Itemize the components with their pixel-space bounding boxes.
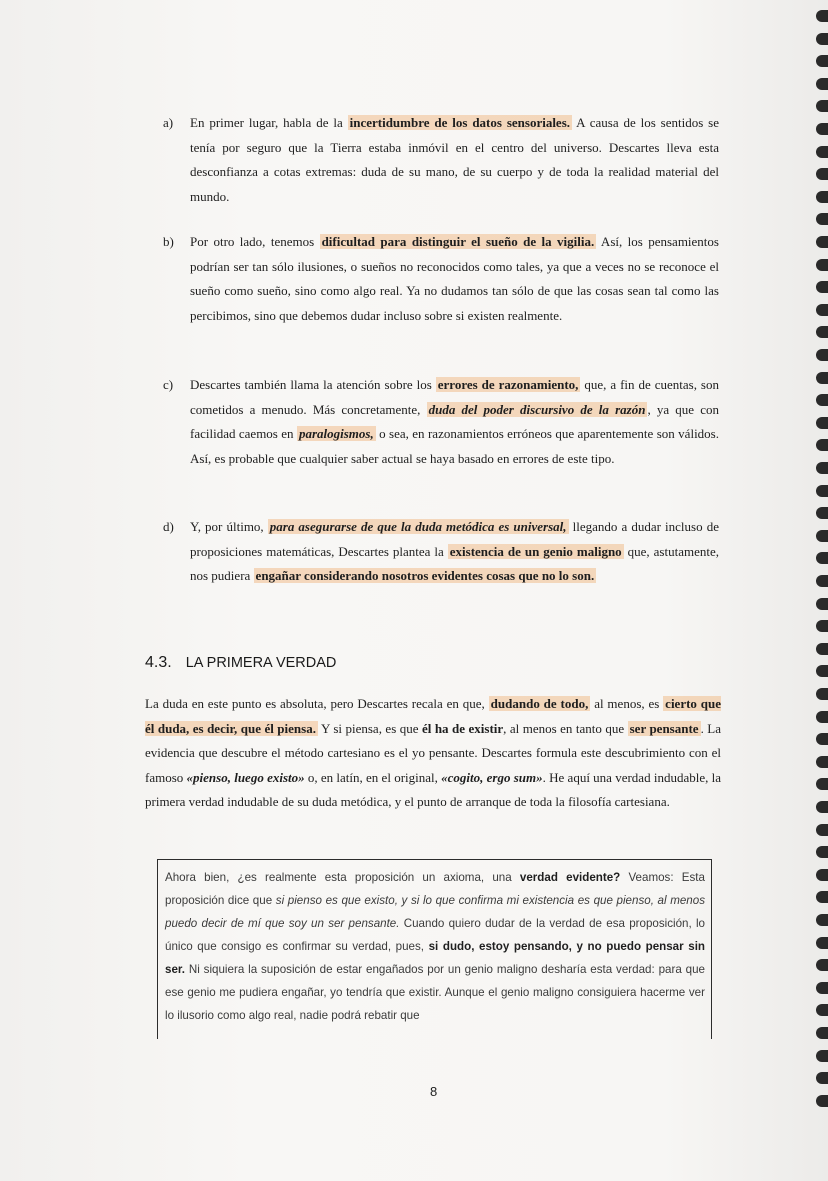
highlight: existencia de un genio maligno	[449, 543, 622, 559]
binding-ring	[816, 778, 828, 790]
item-label: c)	[163, 377, 174, 392]
bold-text: verdad evidente?	[519, 871, 621, 884]
quote-text: «cogito, ergo sum»	[441, 769, 543, 785]
binding-ring	[816, 304, 828, 316]
spiral-binding	[812, 6, 828, 1126]
binding-ring	[816, 10, 828, 22]
item-text: Descartes también llama la atención sobre los errores de razonamiento, que, a fin de cuentas, son cometidos a menudo. Más concretamente, duda del poder discursivo de la razón , ya que con facilidad caemos en paralogismos, o sea, en razonamientos erróneos que aparentemente son válidos. Así, es probable que cualquier saber actual se haya basado en errores de este tipo.	[190, 377, 719, 466]
binding-ring	[816, 1050, 828, 1062]
bold-text: él ha de existir	[421, 720, 504, 736]
highlight: para asegurarse de que la duda metódica es universal,	[269, 519, 567, 534]
highlight: errores de razonamiento,	[437, 377, 579, 392]
binding-ring	[816, 575, 828, 587]
binding-ring	[816, 326, 828, 338]
highlight: dificultad para distinguir el sueño de la vigilia.	[321, 234, 595, 249]
section-number: 4.3.	[145, 654, 172, 671]
binding-ring	[816, 801, 828, 813]
binding-ring	[816, 1004, 828, 1016]
list-item-a	[163, 111, 719, 209]
binding-ring	[816, 100, 828, 112]
binding-ring	[816, 598, 828, 610]
binding-ring	[816, 869, 828, 881]
quote-text: «pienso, luego existo»	[186, 769, 305, 785]
binding-ring	[816, 191, 828, 203]
binding-ring	[816, 439, 828, 451]
binding-ring	[816, 462, 828, 474]
binding-ring	[816, 146, 828, 158]
binding-ring	[816, 937, 828, 949]
highlight: dudando de todo,	[490, 696, 589, 711]
list-item-c	[163, 373, 719, 471]
binding-ring	[816, 959, 828, 971]
highlight: engañar considerando nosotros evidentes cosas que no lo son.	[255, 568, 595, 583]
item-label: b)	[163, 234, 174, 249]
binding-ring	[816, 1072, 828, 1084]
highlight: paralogismos,	[298, 426, 374, 441]
binding-ring	[816, 620, 828, 632]
binding-ring	[816, 281, 828, 293]
binding-ring	[816, 123, 828, 135]
binding-ring	[816, 372, 828, 384]
binding-ring	[816, 55, 828, 67]
binding-ring	[816, 756, 828, 768]
bold-text: si dudo, estoy pensando, y no puedo pensar sin ser.	[165, 940, 705, 976]
binding-ring	[816, 552, 828, 564]
binding-ring	[816, 688, 828, 700]
binding-ring	[816, 846, 828, 858]
list-item-d	[163, 515, 719, 589]
binding-ring	[816, 733, 828, 745]
binding-ring	[816, 824, 828, 836]
binding-ring	[816, 643, 828, 655]
binding-ring	[816, 394, 828, 406]
binding-ring	[816, 507, 828, 519]
binding-ring	[816, 711, 828, 723]
highlight: cierto que él duda, es decir, que él piensa.	[145, 696, 722, 736]
item-text: Por otro lado, tenemos dificultad para distinguir el sueño de la vigilia. Así, los pensamientos podrían ser tan sólo ilusiones, o sueños no reconocidos como tales, ya que a veces no se reconoce el sueño como sueño, sino como algo real. Ya no dudamos tan sólo de que las cosas sean tal como las percibimos, sino que debemos dudar incluso sobre si existen realmente.	[190, 234, 719, 323]
section-heading	[145, 654, 336, 672]
item-label: d)	[163, 519, 174, 534]
list-item-b	[163, 230, 719, 328]
binding-ring	[816, 417, 828, 429]
highlight: duda del poder discursivo de la razón	[428, 401, 646, 417]
binding-ring	[816, 1027, 828, 1039]
item-label: a)	[163, 115, 174, 130]
item-text: Y, por último, para asegurarse de que la duda metódica es universal, llegando a dudar incluso de proposiciones matemáticas, Descartes plantea la existencia de un genio maligno que, astutamente, nos pudiera engañar considerando nosotros evidentes cosas que no lo son.	[190, 519, 719, 583]
highlight: ser pensante	[629, 720, 699, 736]
binding-ring	[816, 982, 828, 994]
binding-ring	[816, 530, 828, 542]
binding-ring	[816, 485, 828, 497]
section-title: LA PRIMERA VERDAD	[185, 655, 337, 671]
item-text: En primer lugar, habla de la incertidumbre de los datos sensoriales. A causa de los sentidos se tenía por seguro que la Tierra estaba inmóvil en el centro del universo. Descartes lleva esta desconfianza a cotas extremas: duda de su mano, de su cuerpo y de toda la realidad material del mundo.	[190, 115, 719, 204]
page-number: 8	[430, 1084, 438, 1099]
body-paragraph: La duda en este punto es absoluta, pero Descartes recala en que, dudando de todo, al menos, es cierto que él duda, es decir, que él piensa. Y si piensa, es que él ha de existir, al menos en tanto que ser pensante . La evidencia que descubre el método cartesiano es el yo pensante. Descartes formula este descubrimiento con el famoso «pienso, luego existo» o, en latín, en el original, «cogito, ergo sum». He aquí una verdad indudable, la primera verdad indudable de su duda metódica, y el punto de arranque de toda la filosofía cartesiana.	[145, 696, 722, 809]
binding-ring	[816, 33, 828, 45]
binding-ring	[816, 213, 828, 225]
binding-ring	[816, 78, 828, 90]
binding-ring	[816, 665, 828, 677]
binding-ring	[816, 168, 828, 180]
italic-text: si pienso es que existo, y si lo que confirma mi existencia es que pienso, al menos puedo decir de mí que soy un ser pensante.	[165, 894, 705, 930]
binding-ring	[816, 891, 828, 903]
binding-ring	[816, 259, 828, 271]
binding-ring	[816, 236, 828, 248]
binding-ring	[816, 914, 828, 926]
binding-ring	[816, 349, 828, 361]
binding-ring	[816, 1095, 828, 1107]
boxed-note: Ahora bien, ¿es realmente esta proposición un axioma, una verdad evidente? Veamos: Esta proposición dice que si pienso es que existo, y si lo que confirma mi existencia es que pienso, al menos puedo decir de mí que soy un ser pensante. Cuando quiero dudar de la verdad de esa proposición, lo único que consigo es confirmar su verdad, pues, si dudo, estoy pensando, y no puedo pensar sin ser. Ni siquiera la suposición de estar engañados por un genio maligno desharía esta verdad: para que ese genio me pudiera engañar, yo tendría que existir. Aunque el genio maligno consiguiera hacerme ver lo ilusorio como algo real, nadie podrá rebatir que	[157, 859, 712, 1039]
highlight: incertidumbre de los datos sensoriales.	[349, 115, 571, 130]
